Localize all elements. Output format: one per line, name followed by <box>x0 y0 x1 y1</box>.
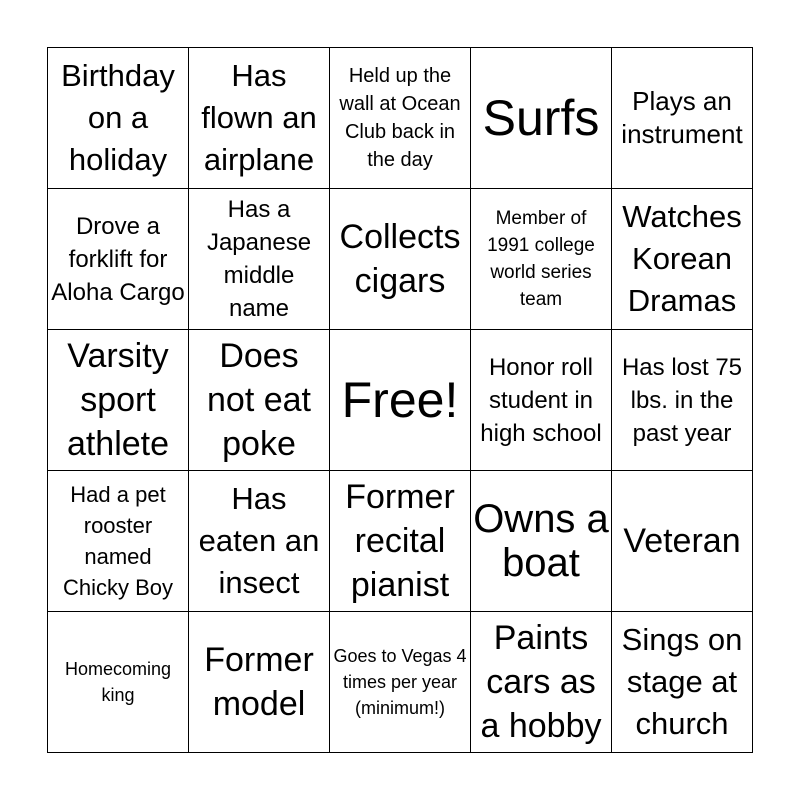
cell-text: Had a pet rooster named Chicky Boy <box>62 482 174 600</box>
bingo-cell[interactable] <box>612 330 753 471</box>
cell-text: Held up the wall at Ocean Club back in the day <box>339 65 461 171</box>
cell-text: Birthday on a holiday <box>61 58 175 177</box>
cell-text: Honor roll student in high school <box>480 353 602 447</box>
cell-text: Drove a forklift for Aloha Cargo <box>51 212 185 306</box>
bingo-cell[interactable] <box>189 330 330 471</box>
cell-text: Has eaten an insect <box>198 481 320 600</box>
bingo-cell[interactable] <box>189 471 330 612</box>
cell-text: Collects cigars <box>339 218 461 300</box>
bingo-cell[interactable] <box>189 189 330 330</box>
cell-text: Has lost 75 lbs. in the past year <box>621 353 743 447</box>
bingo-cell[interactable] <box>471 48 612 189</box>
cell-text: Homecoming king <box>64 659 172 705</box>
cell-text: Member of 1991 college world series team <box>487 208 595 310</box>
cell-text: Free! <box>341 372 459 428</box>
bingo-cell[interactable] <box>330 612 471 753</box>
cell-text: Sings on stage at church <box>621 622 743 741</box>
bingo-cell[interactable] <box>471 471 612 612</box>
bingo-cell[interactable] <box>612 189 753 330</box>
bingo-cell[interactable] <box>48 612 189 753</box>
cell-text: Plays an instrument <box>621 86 743 149</box>
cell-text: Owns a boat <box>473 497 609 585</box>
cell-text: Former recital pianist <box>345 478 455 604</box>
free-space[interactable] <box>330 330 471 471</box>
cell-text: Paints cars as a hobby <box>480 619 602 745</box>
cell-text: Watches Korean Dramas <box>622 199 742 318</box>
bingo-cell[interactable] <box>189 48 330 189</box>
bingo-cell[interactable] <box>612 612 753 753</box>
cell-text: Has flown an airplane <box>201 58 317 177</box>
bingo-cell[interactable] <box>471 189 612 330</box>
bingo-cell[interactable] <box>48 48 189 189</box>
bingo-cell[interactable] <box>48 330 189 471</box>
cell-text: Goes to Vegas 4 times per year (minimum!) <box>333 646 467 718</box>
bingo-cell[interactable] <box>48 471 189 612</box>
cell-text: Has a Japanese middle name <box>206 196 312 322</box>
bingo-cell[interactable] <box>330 471 471 612</box>
cell-text: Varsity sport athlete <box>66 337 170 463</box>
bingo-cell[interactable] <box>612 471 753 612</box>
cell-text: Veteran <box>623 522 741 560</box>
bingo-cell[interactable] <box>471 330 612 471</box>
bingo-cell[interactable] <box>330 189 471 330</box>
bingo-board <box>47 47 753 753</box>
bingo-cell[interactable] <box>48 189 189 330</box>
bingo-cell[interactable] <box>189 612 330 753</box>
bingo-cell[interactable] <box>471 612 612 753</box>
cell-text: Surfs <box>482 90 600 146</box>
bingo-cell[interactable] <box>330 48 471 189</box>
bingo-cell[interactable] <box>612 48 753 189</box>
cell-text: Former model <box>204 641 314 723</box>
cell-text: Does not eat poke <box>207 337 311 463</box>
